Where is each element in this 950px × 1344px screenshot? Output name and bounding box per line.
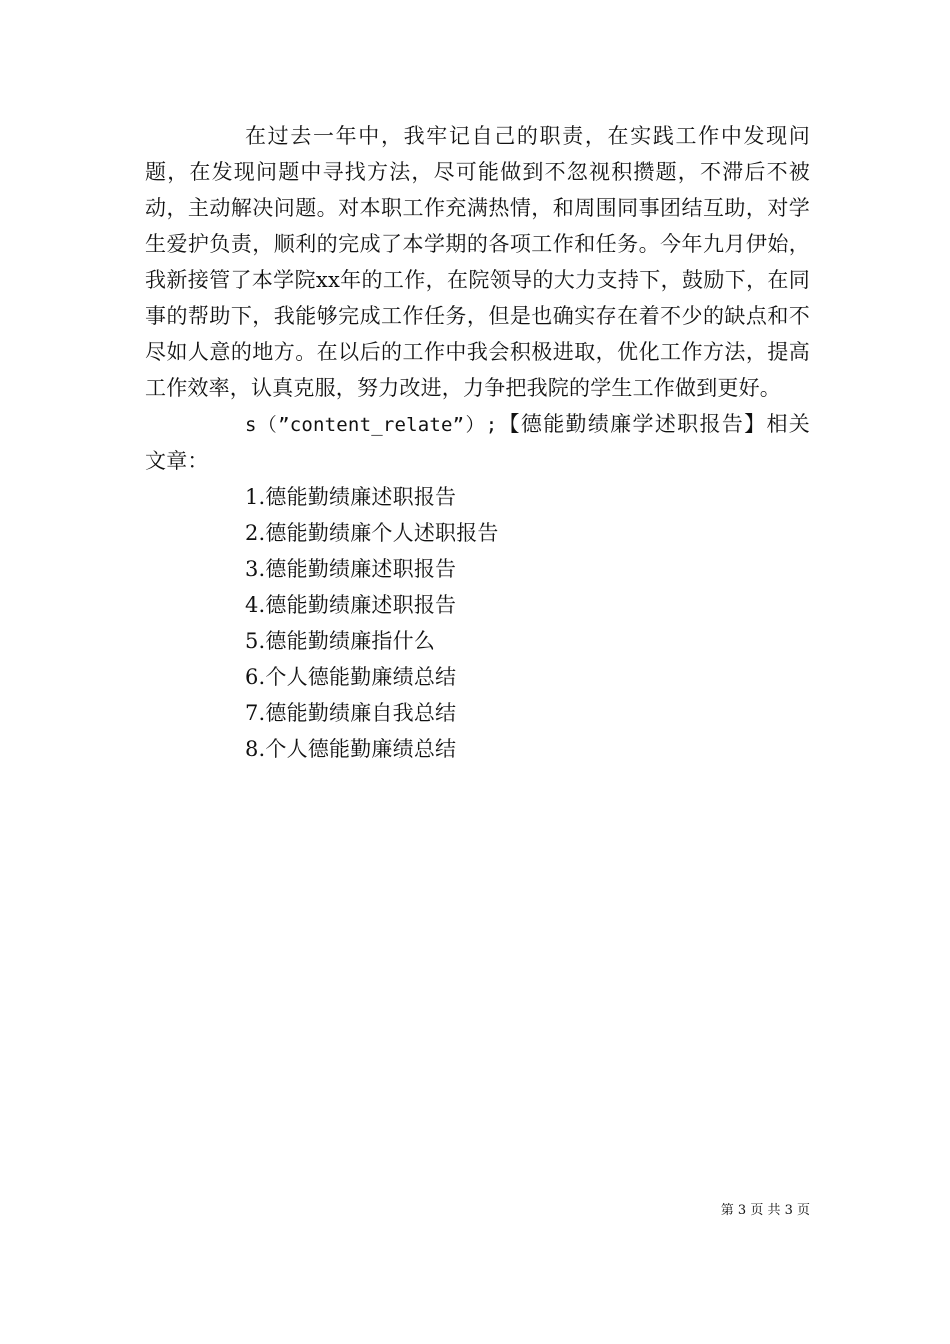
related-article-link[interactable]: 1.德能勤绩廉述职报告 xyxy=(245,485,457,509)
related-article-link[interactable]: 5.德能勤绩廉指什么 xyxy=(245,629,436,653)
related-article-link[interactable]: 6.个人德能勤廉绩总结 xyxy=(245,665,457,689)
related-article-link[interactable]: 2.德能勤绩廉个人述职报告 xyxy=(245,521,499,545)
document-body xyxy=(145,118,810,767)
main-paragraph: 在过去一年中，我牢记自己的职责，在实践工作中发现问题，在发现问题中寻找方法，尽可能做到不忽视积攒题，不滞后不被动，主动解决问题。对本职工作充满热情，和周围同事团结互助，对学生爱护负责，顺利的完成了本学期的各项工作和任务。今年九月伊始，我新接管了本学院xx年的工作，在院领导的大力支持下，鼓励下，在同事的帮助下，我能够完成工作任务，但是也确实存在着不少的缺点和不尽如人意的地方。在以后的工作中我会积极进取，优化工作方法，提高工作效率，认真克服，努力改进，力争把我院的学生工作做到更好。 xyxy=(145,124,810,400)
related-article-link[interactable]: 7.德能勤绩廉自我总结 xyxy=(245,701,457,725)
related-heading: 【德能勤绩廉学述职报告】相关文章： xyxy=(145,412,810,473)
related-code: s（”content_relate”）; xyxy=(245,414,498,436)
related-article-link[interactable]: 4.德能勤绩廉述职报告 xyxy=(245,593,457,617)
related-article-link[interactable]: 8.个人德能勤廉绩总结 xyxy=(245,737,457,761)
related-article-list xyxy=(145,479,810,767)
related-paragraph xyxy=(145,406,810,479)
related-article-link[interactable]: 3.德能勤绩廉述职报告 xyxy=(245,557,457,581)
page-number-footer: 第 3 页 共 3 页 xyxy=(720,1203,810,1218)
